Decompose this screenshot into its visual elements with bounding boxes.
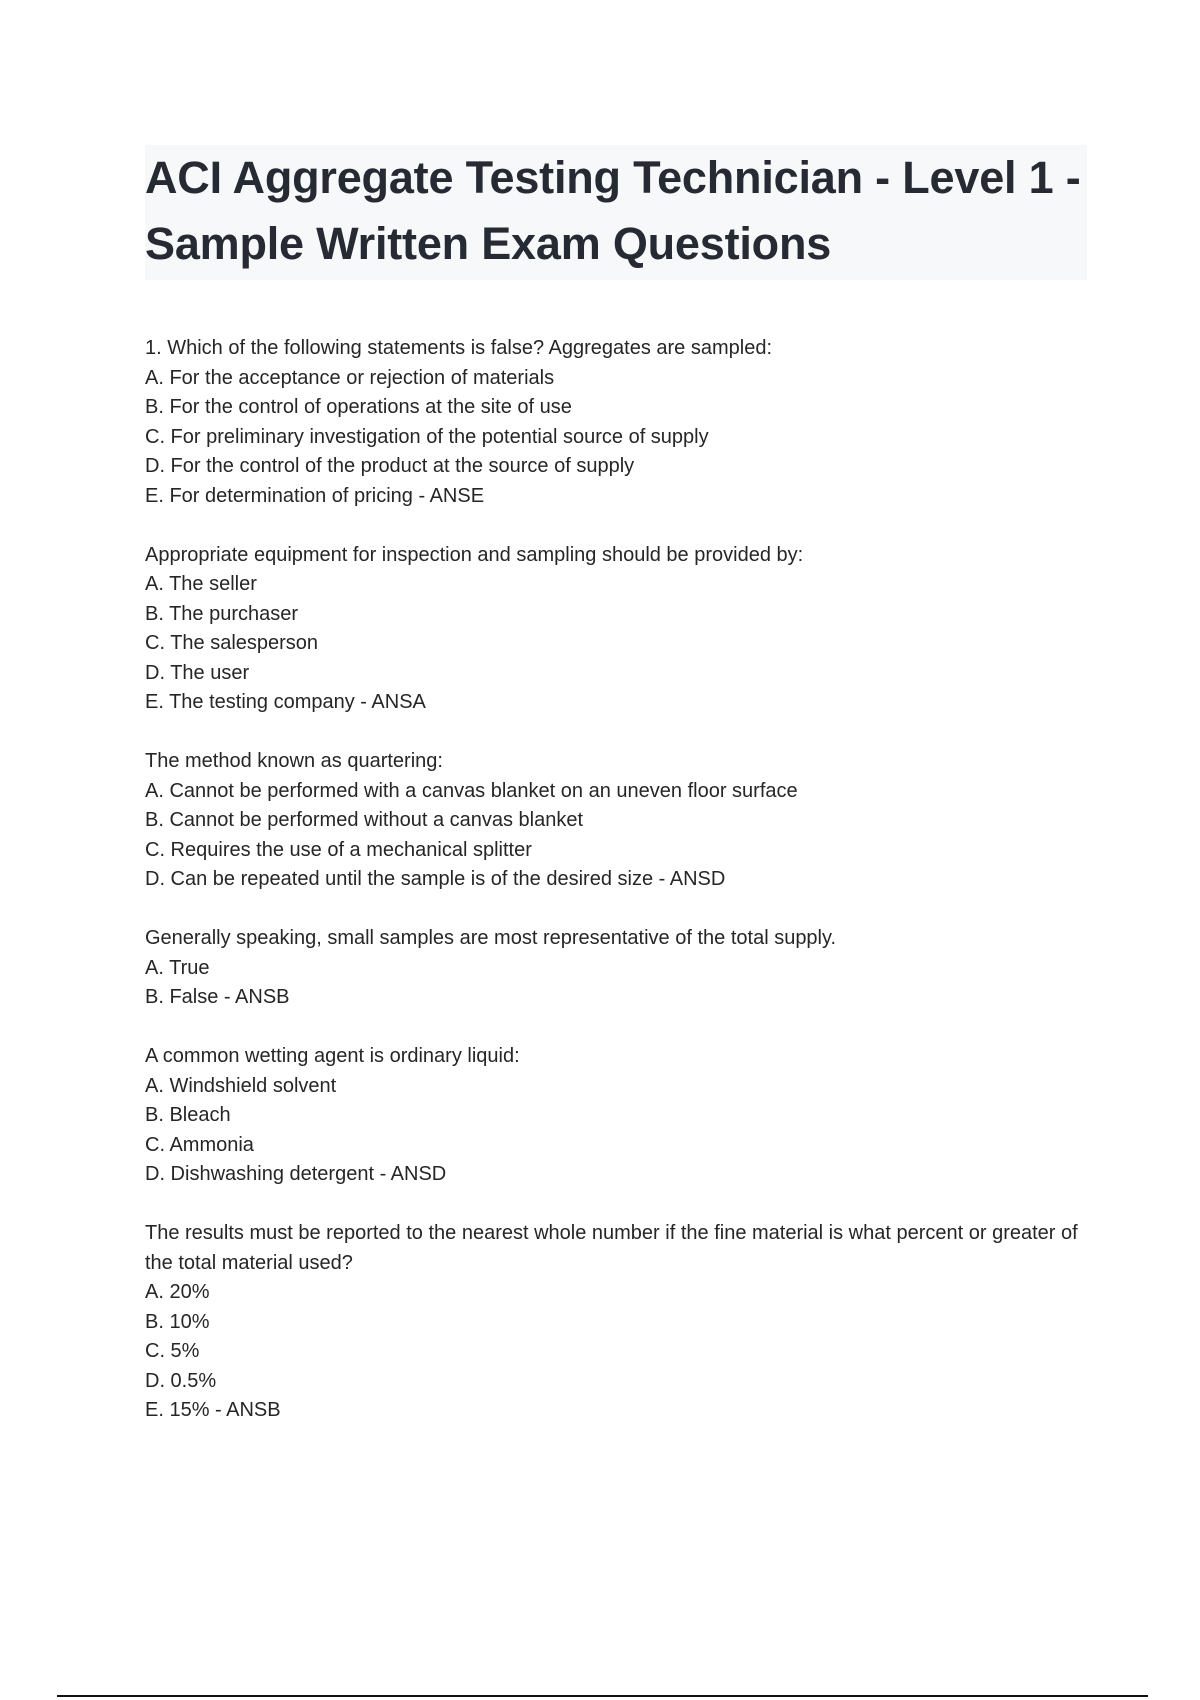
- title-block: [145, 145, 1087, 280]
- answer-option: D. The user: [145, 661, 250, 684]
- question-block: [145, 1042, 1095, 1190]
- answer-option: B. 10%: [145, 1310, 210, 1333]
- answer-option: B. Cannot be performed without a canvas blanket: [145, 809, 584, 831]
- answer-option: C. For preliminary investigation of the potential source of supply: [145, 425, 709, 448]
- answer-option: C. Ammonia: [145, 1133, 254, 1156]
- question-prompt: The results must be reported to the nearest whole number if the fine material is what percent or greater of the total material used?: [145, 1222, 1078, 1274]
- question-prompt: The method known as quartering:: [145, 750, 443, 772]
- question-prompt: Generally speaking, small samples are most representative of the total supply.: [145, 927, 837, 949]
- question-prompt: 1. Which of the following statements is false? Aggregates are sampled:: [145, 337, 773, 359]
- question-block: [145, 924, 1095, 1013]
- answer-option: B. For the control of operations at the site of use: [145, 396, 572, 418]
- answer-option: B. Bleach: [145, 1104, 231, 1126]
- answer-option: E. 15% - ANSB: [145, 1399, 281, 1421]
- answer-option: B. False - ANSB: [145, 986, 290, 1008]
- answer-option: D. Dishwashing detergent - ANSD: [145, 1163, 447, 1185]
- answer-option: A. For the acceptance or rejection of materials: [145, 366, 555, 389]
- question-block: [145, 541, 1095, 718]
- question-list: [145, 334, 1095, 1455]
- page-divider: [57, 1695, 1148, 1697]
- question-block: [145, 1219, 1095, 1426]
- answer-option: C. Requires the use of a mechanical splitter: [145, 838, 532, 861]
- answer-option: C. The salesperson: [145, 632, 319, 654]
- answer-option: A. Windshield solvent: [145, 1074, 337, 1097]
- answer-option: E. The testing company - ANSA: [145, 691, 426, 713]
- answer-option: A. Cannot be performed with a canvas blanket on an uneven floor surface: [145, 779, 798, 802]
- question-block: [145, 747, 1095, 895]
- answer-option: E. For determination of pricing - ANSE: [145, 484, 485, 507]
- question-prompt: Appropriate equipment for inspection and sampling should be provided by:: [145, 543, 804, 566]
- answer-option: D. For the control of the product at the source of supply: [145, 455, 635, 477]
- answer-option: B. The purchaser: [145, 602, 299, 625]
- answer-option: D. Can be repeated until the sample is of the desired size - ANSD: [145, 868, 726, 890]
- answer-option: A. The seller: [145, 573, 257, 595]
- answer-option: A. True: [145, 956, 210, 979]
- page-title: ACI Aggregate Testing Technician - Level 1 - Sample Written Exam Questions: [145, 152, 1081, 269]
- answer-option: A. 20%: [145, 1281, 210, 1303]
- answer-option: D. 0.5%: [145, 1369, 217, 1392]
- answer-option: C. 5%: [145, 1340, 200, 1362]
- question-prompt: A common wetting agent is ordinary liquid:: [145, 1045, 520, 1067]
- question-block: [145, 334, 1095, 511]
